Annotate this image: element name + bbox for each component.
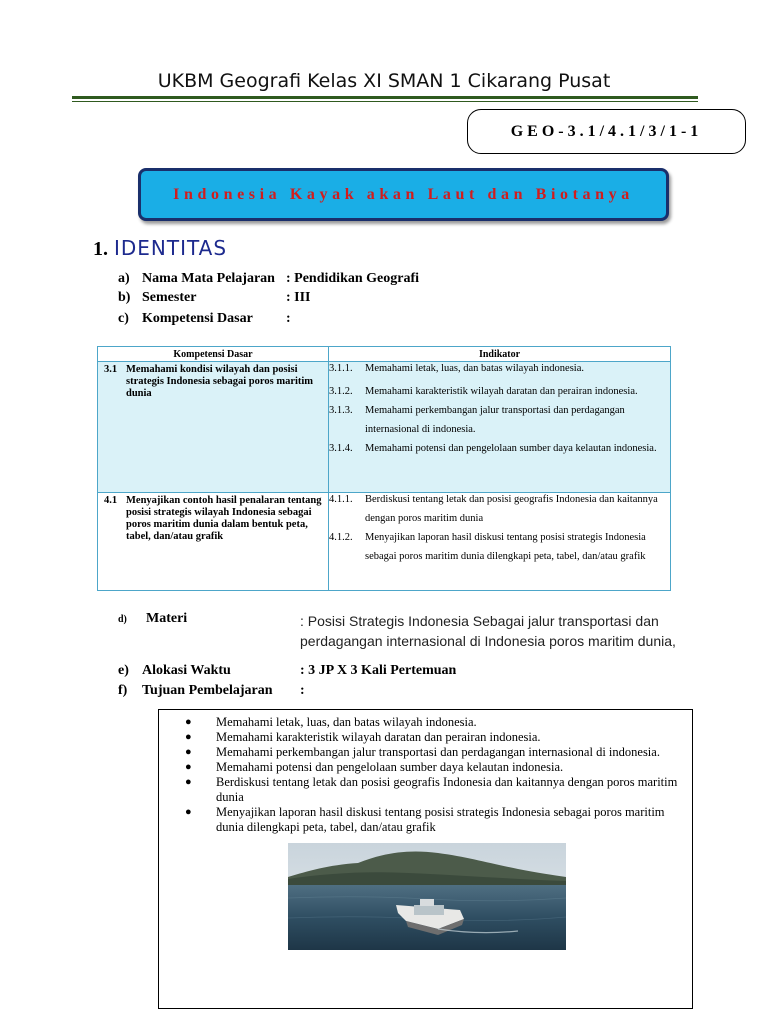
topic-banner: Indonesia Kayak akan Laut dan Biotanya [138,168,669,221]
indicator-text: Memahami potensi dan pengelolaan sumber daya kelautan indonesia. [365,443,657,454]
indicator-text: Memahami letak, luas, dan batas wilayah indonesia. [365,363,584,374]
table-header-kd: Kompetensi Dasar [98,347,329,361]
table-header-row [98,347,670,362]
section-number: 1. [93,238,108,260]
materi-label: d) [118,614,127,625]
list-item [185,805,685,835]
indicator-text: Memahami perkembangan jalur transportasi dan perdagangan internasional di indonesia. [365,405,625,435]
kd-text: Memahami kondisi wilayah dan posisi strategis Indonesia sebagai poros maritim dunia [126,364,314,399]
identity-row-subject [118,271,419,287]
indicator-number: 3.1.3. [329,405,353,416]
bullet-icon: ● [185,716,192,728]
indicator-number: 3.1.1. [329,363,353,374]
header-rule-thick [72,96,698,99]
bullet-icon: ● [185,746,192,758]
objective-text: Memahami karakteristik wilayah daratan dan perairan indonesia. [216,730,541,744]
indicator-item [329,528,670,566]
indicator-number: 4.1.1. [329,494,353,505]
bullet-icon: ● [185,761,192,773]
bullet-icon: ● [185,776,192,788]
identity-value: : Pendidikan Geografi [286,271,420,286]
objective-text: Berdiskusi tentang letak dan posisi geografis Indonesia dan kaitannya dengan poros maritim dunia [216,775,678,804]
allocation-row [118,663,456,679]
identity-label: b) [118,290,131,305]
indicator-number: 3.1.2. [329,386,353,397]
header-rule-thin [72,101,698,102]
kd-cell [98,362,329,492]
identity-key: Kompetensi Dasar [142,311,253,326]
kd-cell [98,493,329,590]
identity-label: a) [118,271,130,286]
objective-text: Memahami letak, luas, dan batas wilayah indonesia. [216,715,477,729]
list-item [185,745,685,760]
module-code-box: GEO-3.1/4.1/3/1-1 [467,109,746,154]
kd-number: 4.1 [104,495,118,506]
sea-ship-photo [288,843,566,950]
indicator-number: 3.1.4. [329,443,353,454]
bullet-icon: ● [185,806,192,818]
section-title: IDENTITAS [114,236,228,260]
list-item [185,715,685,730]
identity-row-semester [118,290,311,306]
list-item [185,730,685,745]
kd-number: 3.1 [104,364,118,375]
identity-value: : III [286,290,311,305]
indicator-text: Menyajikan laporan hasil diskusi tentang posisi strategis Indonesia sebagai poros maritim dunia dilengkapi peta, tabel, dan/atau grafik [365,532,646,562]
table-row [98,493,670,590]
sea-ship-illustration [288,843,566,950]
indicator-text: Berdiskusi tentang letak dan posisi geografis Indonesia dan kaitannya dengan poros maritim dunia [365,494,658,524]
list-item [185,775,685,805]
identity-row-competency [118,311,291,327]
kd-text: Menyajikan contoh hasil penalaran tentang posisi strategis wilayah Indonesia sebagai poros maritim dunia dalam bentuk peta, tabel, dan/atau grafik [126,495,322,542]
objective-row [118,683,305,699]
identity-label: c) [118,311,129,326]
indicator-item [329,494,670,528]
section-heading [93,236,227,261]
objective-text: Memahami perkembangan jalur transportasi dan perdagangan internasional di indonesia. [216,745,660,759]
allocation-value: : 3 JP X 3 Kali Pertemuan [300,663,457,678]
indicator-item [329,363,670,382]
identity-key: Semester [142,290,197,305]
competency-table [97,346,671,591]
objective-label: f) [118,683,128,698]
materi-key: Materi [146,611,188,626]
objectives-list [185,715,685,835]
indicator-cell [329,362,670,492]
document-header-title: UKBM Geografi Kelas XI SMAN 1 Cikarang Pusat [157,70,611,92]
materi-row [118,611,690,651]
bullet-icon: ● [185,731,192,743]
identity-value: : [286,311,291,326]
objective-text: Menyajikan laporan hasil diskusi tentang posisi strategis Indonesia sebagai poros maritim dunia dilengkapi peta, tabel, dan/atau grafik [216,805,665,834]
table-row [98,362,670,493]
objectives-box [158,709,693,1009]
materi-value: : Posisi Strategis Indonesia Sebagai jalur transportasi dan perdagangan internasional di Indonesia poros maritim dunia, [300,613,676,649]
indicator-item [329,439,670,458]
indicator-item [329,401,670,439]
indicator-number: 4.1.2. [329,532,353,543]
objective-key: Tujuan Pembelajaran [142,683,273,698]
identity-key: Nama Mata Pelajaran [142,271,275,286]
indicator-cell [329,493,670,590]
list-item [185,760,685,775]
table-header-indicator: Indikator [478,348,521,360]
allocation-key: Alokasi Waktu [142,663,231,678]
objective-value: : [300,683,305,698]
objective-text: Memahami potensi dan pengelolaan sumber daya kelautan indonesia. [216,760,564,774]
indicator-text: Memahami karakteristik wilayah daratan dan perairan indonesia. [365,386,638,397]
indicator-item [329,382,670,401]
allocation-label: e) [118,663,129,678]
